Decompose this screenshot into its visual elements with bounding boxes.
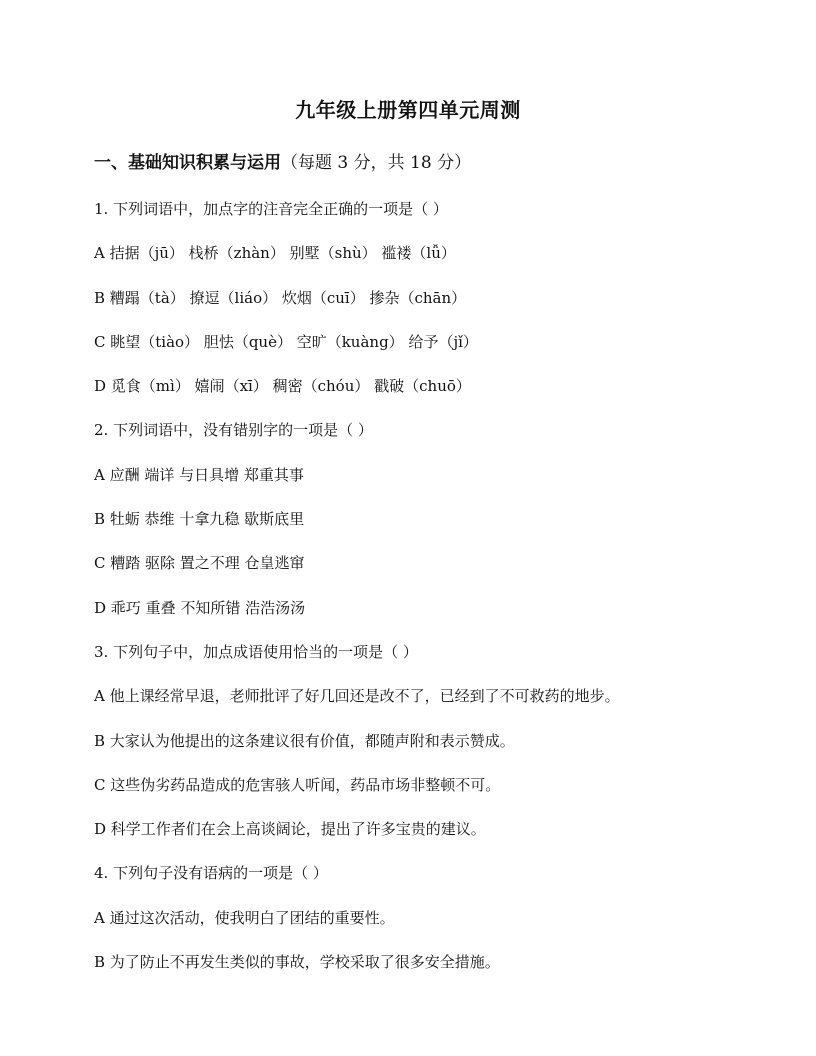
- question-1-option-d: D 觅食（mì） 嬉闹（xī） 稠密（chóu） 戳破（chuō）: [94, 377, 471, 396]
- question-2-option-d: D 乖巧 重叠 不知所错 浩浩汤汤: [94, 598, 306, 617]
- question-3-stem: 3. 下列句子中，加点成语使用恰当的一项是（ ）: [94, 642, 418, 661]
- question-2-option-b: B 牡蛎 恭维 十拿九稳 歇斯底里: [94, 510, 305, 529]
- section-heading-text: 一、基础知识积累与运用: [94, 153, 281, 173]
- question-1-stem: 1. 下列词语中，加点字的注音完全正确的一项是（ ）: [94, 200, 448, 218]
- question-3-option-c: C 这些伪劣药品造成的危害骇人听闻，药品市场非整顿不可。: [94, 775, 501, 794]
- question-4-stem: 4. 下列句子没有语病的一项是（ ）: [94, 864, 328, 883]
- section-heading: [94, 148, 471, 173]
- question-3-option-b: B 大家认为他提出的这条建议很有价值，都随声附和表示赞成。: [94, 731, 515, 750]
- question-list: [94, 196, 734, 993]
- question-2-stem: 2. 下列词语中，没有错别字的一项是（ ）: [94, 421, 373, 440]
- question-1-option-a: A 拮据（jū） 栈桥（zhàn） 别墅（shù） 褴褛（lǚ）: [94, 244, 456, 263]
- question-1-option-c: C 眺望（tiào） 胆怯（què） 空旷（kuàng） 给予（jǐ）: [94, 332, 478, 351]
- document-title: 九年级上册第四单元周测: [295, 98, 521, 122]
- question-3-option-d: D 科学工作者们在会上高谈阔论，提出了许多宝贵的建议。: [94, 820, 486, 839]
- question-4-option-a: A 通过这次活动，使我明白了团结的重要性。: [94, 908, 395, 927]
- question-2-option-a: A 应酬 端详 与日具增 郑重其事: [94, 465, 304, 484]
- question-3-option-a: A 他上课经常早退，老师批评了好几回还是改不了，已经到了不可救药的地步。: [94, 687, 620, 706]
- question-4-option-b: B 为了防止不再发生类似的事故，学校采取了很多安全措施。: [94, 953, 500, 972]
- question-1-option-b: B 糟蹋（tà） 撩逗（liáo） 炊烟（cuī） 掺杂（chān）: [94, 288, 467, 307]
- question-2-option-c: C 糟踏 驱除 置之不理 仓皇逃窜: [94, 554, 305, 573]
- section-score-note: （每题 3 分，共 18 分）: [281, 153, 472, 173]
